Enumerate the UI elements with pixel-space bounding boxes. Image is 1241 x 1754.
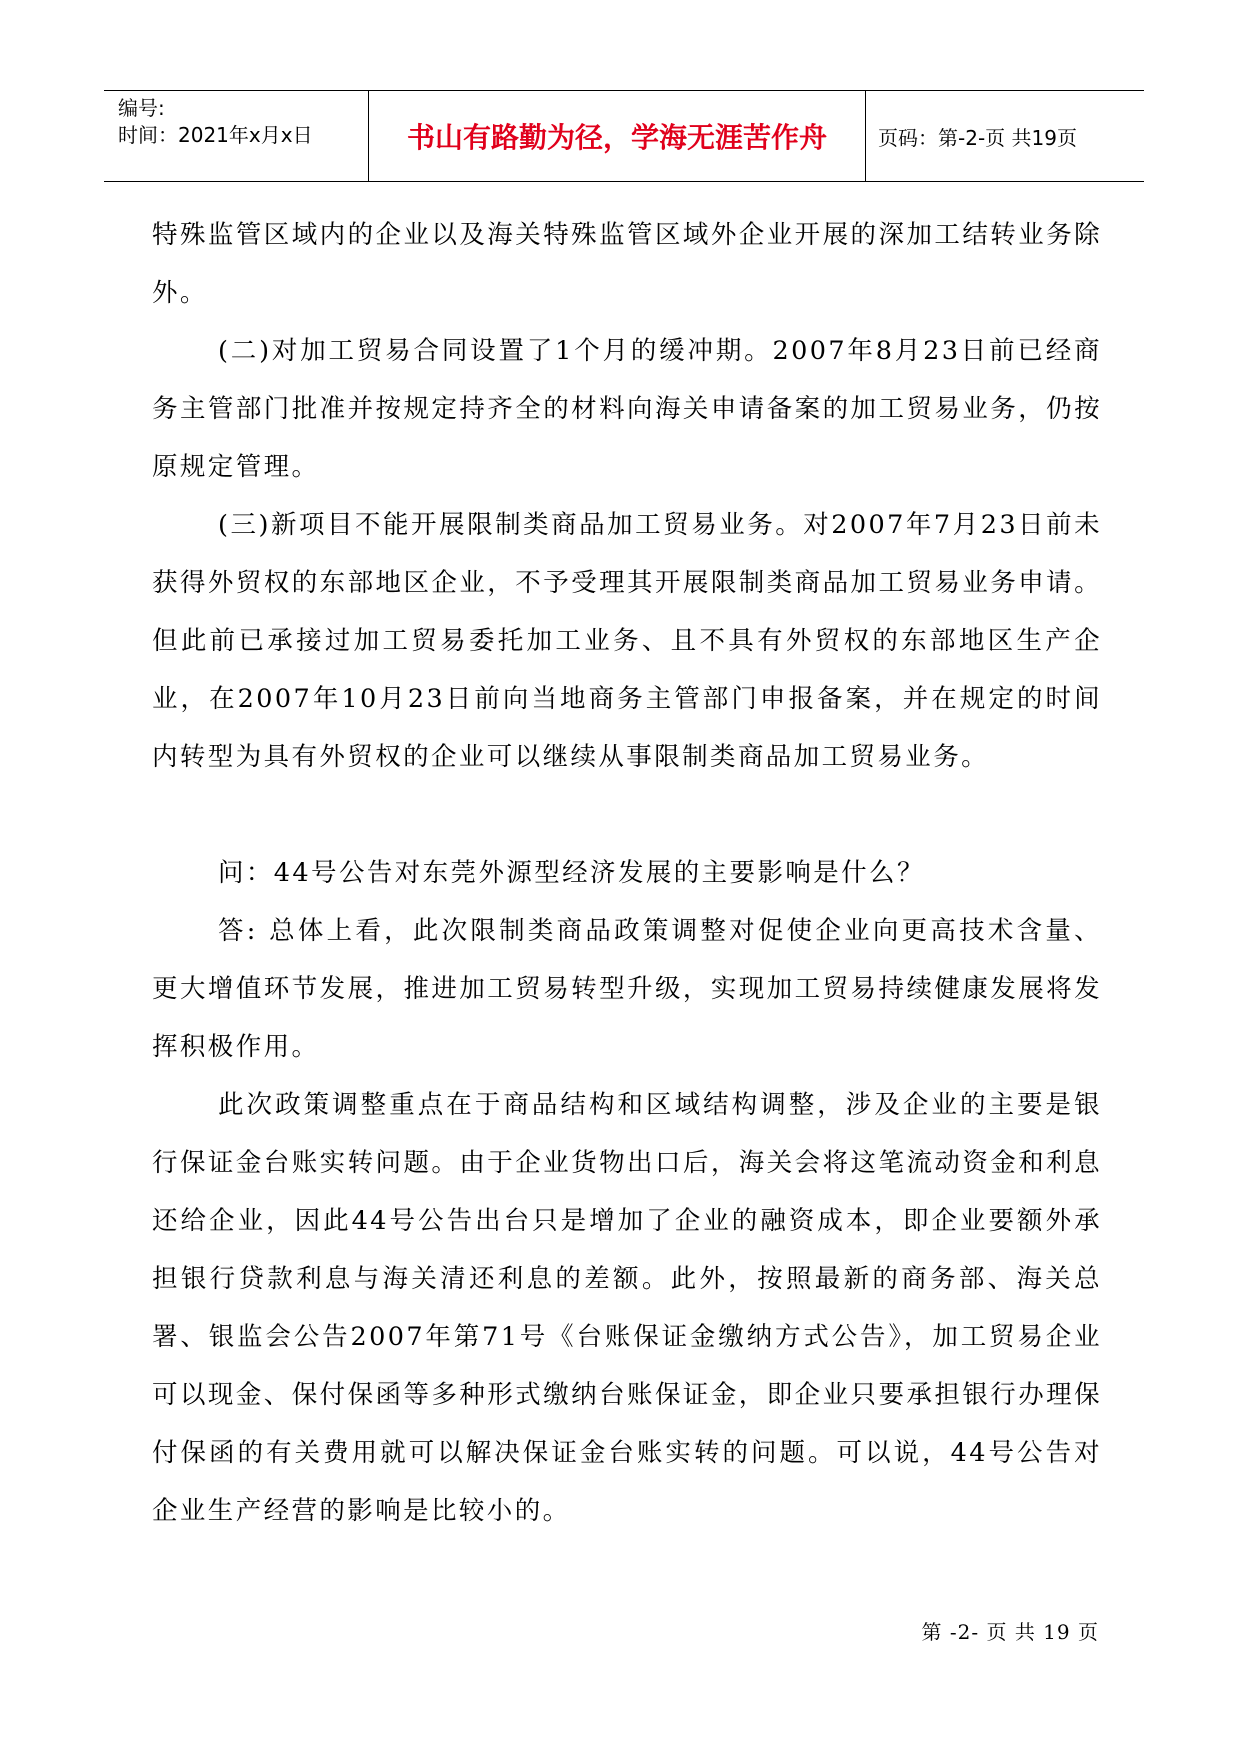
paragraph-item-two: (二)对加工贸易合同设置了1个月的缓冲期。2007年8月23日前已经商务主管部门批准并按规定持齐全的材料向海关申请备案的加工贸易业务，仍按原规定管理。 xyxy=(152,336,1102,482)
document-number-label: 编号: xyxy=(118,96,165,120)
header-motto-cell xyxy=(369,91,866,181)
header-page-cell xyxy=(866,91,1144,181)
header-page-info: 页码：第-2-页 共19页 xyxy=(878,125,1077,150)
header-motto: 书山有路勤为径，学海无涯苦作舟 xyxy=(406,121,827,154)
answer-paragraph: 答: 总体上看，此次限制类商品政策调整对促使企业向更高技术含量、更大增值环节发展，推进加工贸易转型升级，实现加工贸易持续健康发展将发挥积极作用。 xyxy=(152,916,1102,1062)
header-meta-cell xyxy=(104,91,369,181)
question-heading: 问：44号公告对东莞外源型经济发展的主要影响是什么？ xyxy=(218,858,925,888)
paragraph-item-three: (三)新项目不能开展限制类商品加工贸易业务。对2007年7月23日前未获得外贸权的东部地区企业，不予受理其开展限制类商品加工贸易业务申请。但此前已承接过加工贸易委托加工业务、且不具有外贸权的东部地区生产企业，在2007年10月23日前向当地商务主管部门申报备案，并在规定的时间内转型为具有外贸权的企业可以继续从事限制类商品加工贸易业务。 xyxy=(152,510,1102,772)
document-body xyxy=(152,206,1102,1540)
analysis-paragraph: 此次政策调整重点在于商品结构和区域结构调整，涉及企业的主要是银行保证金台账实转问题。由于企业货物出口后，海关会将这笔流动资金和利息还给企业，因此44号公告出台只是增加了企业的融资成本，即企业要额外承担银行贷款利息与海关清还利息的差额。此外，按照最新的商务部、海关总署、银监会公告2007年第71号《台账保证金缴纳方式公告》，加工贸易企业可以现金、保付保函等多种形式缴纳台账保证金，即企业只要承担银行办理保付保函的有关费用就可以解决保证金台账实转的问题。可以说，44号公告对企业生产经营的影响是比较小的。 xyxy=(152,1090,1102,1526)
paragraph-continuation: 特殊监管区域内的企业以及海关特殊监管区域外企业开展的深加工结转业务除外。 xyxy=(152,220,1102,308)
page-header xyxy=(104,90,1144,182)
footer-page-number: 第 -2- 页 共 19 页 xyxy=(921,1620,1099,1644)
document-date: 时间：2021年x月x日 xyxy=(118,123,313,147)
